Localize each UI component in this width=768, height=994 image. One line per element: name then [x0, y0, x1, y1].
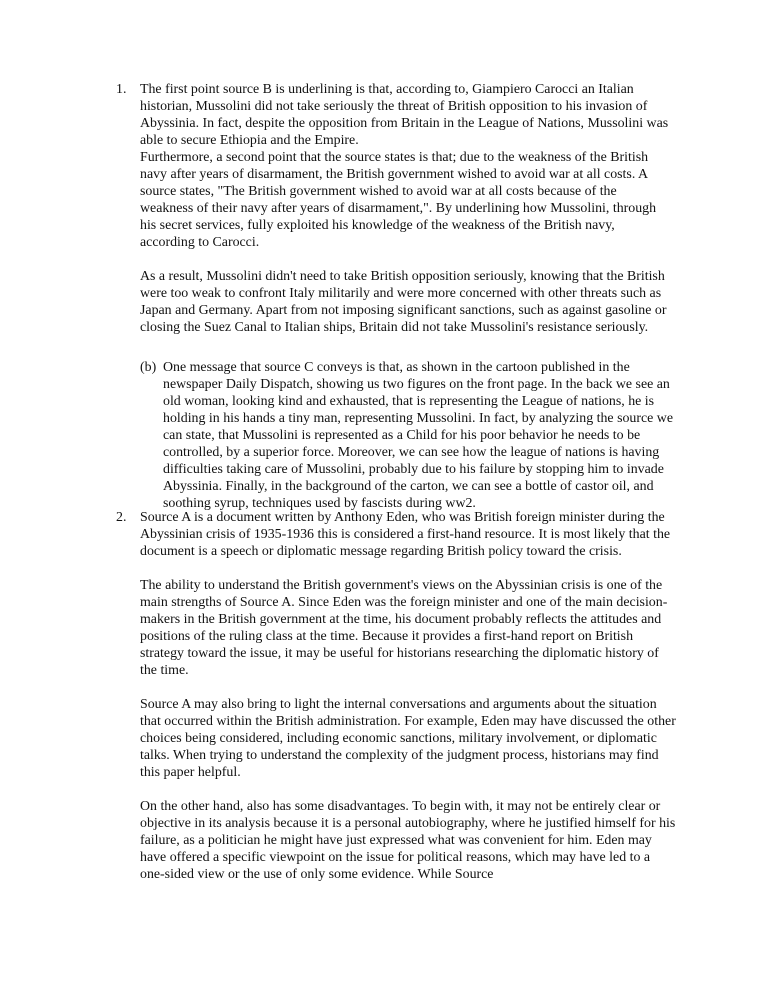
- answer-1-body: [140, 81, 671, 336]
- answer-1b: [140, 359, 685, 512]
- answer-1-paragraph-1: The first point source B is underlining is that, according to, Giampiero Carocci an Italian historian, Mussolini did not take seriously the threat of British opposition to his invasion of Abyssinia. In fact, despite the opposition from Britain in the League of Nations, Mussolini was able to secure Ethiopia and the Empire.: [140, 82, 669, 148]
- answer-1b-body: [163, 359, 685, 512]
- answer-2-body: [140, 509, 676, 883]
- answer-1-paragraph-2: Furthermore, a second point that the source states is that; due to the weakness of the British navy after years of disarmament, the British government wished to avoid war at all costs. A source states, "The British government wished to avoid war at all costs because of the weakness of their navy after years of disarmament,". By underlining how Mussolini, through his secret services, fully exploited his knowledge of the weakness of the British navy, according to Carocci.: [140, 150, 657, 250]
- answer-2: [116, 509, 676, 883]
- answer-1b-label: (b): [140, 360, 157, 375]
- answer-1-number: 1.: [116, 82, 127, 97]
- answer-2-paragraph-2: The ability to understand the British government's views on the Abyssinian crisis is one of the main strengths of Source A. Since Eden was the foreign minister and one of the main decision-makers in the British government at the time, his document probably reflects the attitudes and positions of the ruling class at the time. Because it provides a first-hand report on British strategy toward the issue, it may be useful for historians researching the diplomatic history of the time.: [140, 578, 668, 678]
- answer-1b-paragraph: One message that source C conveys is that, as shown in the cartoon published in the newspaper Daily Dispatch, showing us two figures on the front page. In the back we see an old woman, looking kind and exhausted, that is representing the League of nations, he is holding in his hands a tiny man, representing Mussolini. In fact, by analyzing the source we can state, that Mussolini is represented as a Child for his poor behavior he needs to be controlled, by a superior force. Moreover, we can see how the league of nations is having difficulties taking care of Mussolini, probably due to his failure by stopping him to invade Abyssinia. Finally, in the background of the carton, we can see a bottle of castor oil, and soothing syrup, techniques used by fascists during ww2.: [163, 360, 673, 511]
- answer-2-paragraph-4: On the other hand, also has some disadvantages. To begin with, it may not be entirely clear or objective in its analysis because it is a personal autobiography, where he justified himself for his failure, as a politician he might have just expressed what was convenient for him. Eden may have offered a specific viewpoint on the issue for political reasons, which may have led to a one-sided view or the use of only some evidence. While Source: [140, 799, 676, 882]
- answer-2-number: 2.: [116, 510, 127, 525]
- answer-1-paragraph-3: As a result, Mussolini didn't need to take British opposition seriously, knowing that the British were too weak to confront Italy militarily and were more concerned with other threats such as Japan and Germany. Apart from not imposing significant sanctions, such as against gasoline or closing the Suez Canal to Italian ships, Britain did not take Mussolini's resistance seriously.: [140, 269, 667, 335]
- answer-2-paragraph-1: Source A is a document written by Anthony Eden, who was British foreign minister during the Abyssinian crisis of 1935-1936 this is considered a first-hand resource. It is most likely that the document is a speech or diplomatic message regarding British policy toward the crisis.: [140, 510, 671, 559]
- answer-2-paragraph-3: Source A may also bring to light the internal conversations and arguments about the situation that occurred within the British administration. For example, Eden may have discussed the other choices being considered, including economic sanctions, military involvement, or diplomatic talks. When trying to understand the complexity of the judgment process, historians may find this paper helpful.: [140, 697, 676, 780]
- answer-1: [116, 81, 671, 336]
